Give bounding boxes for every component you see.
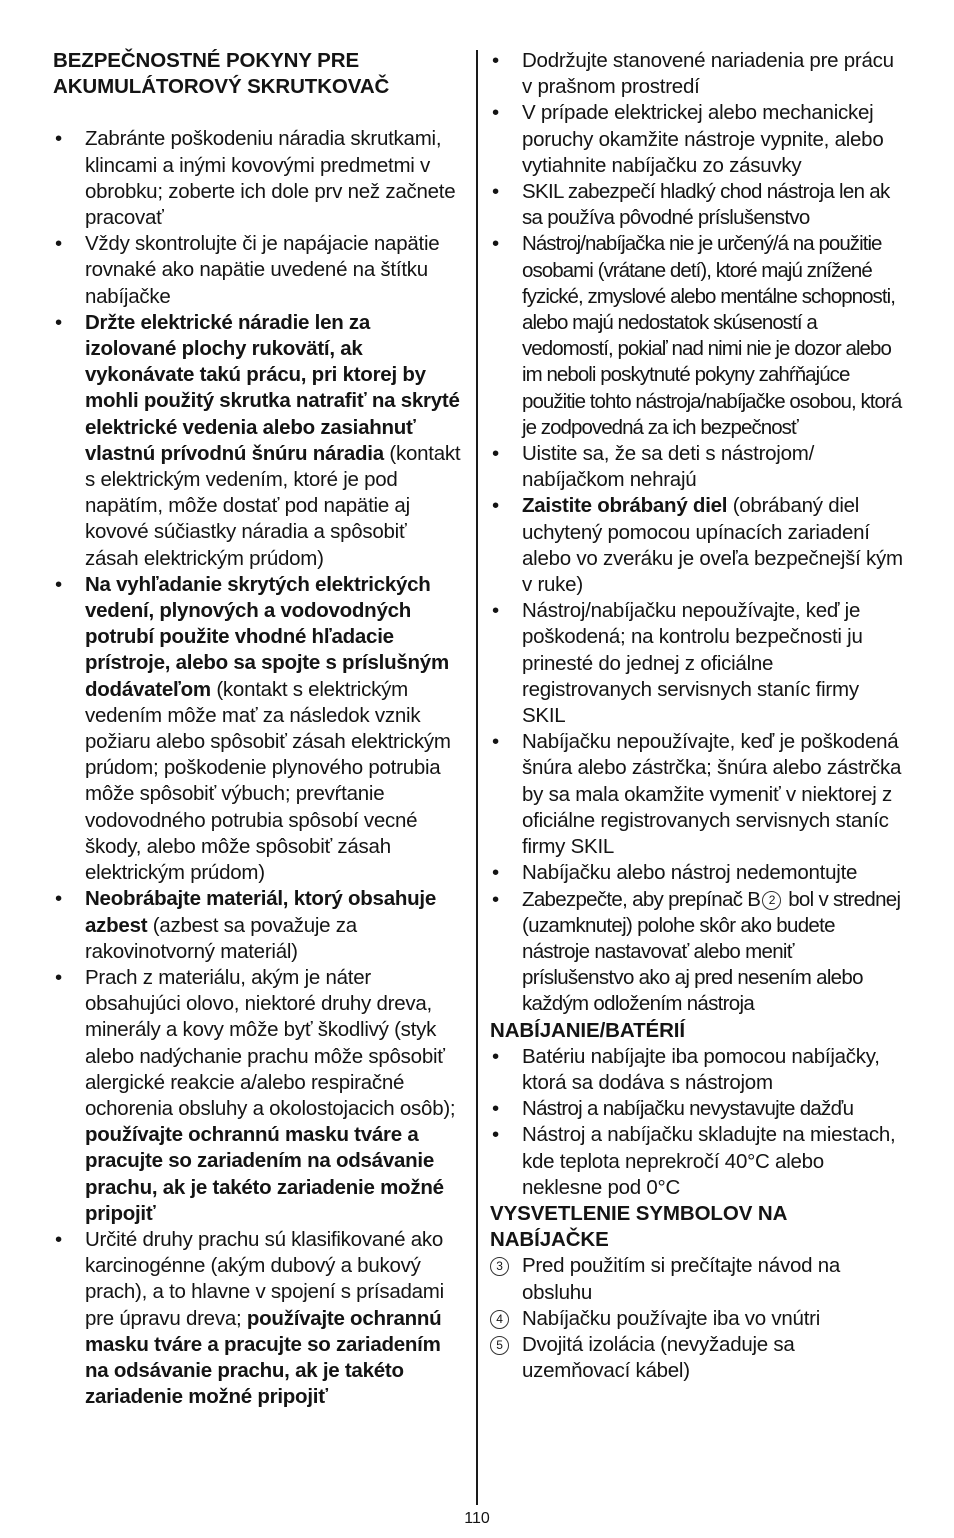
bullet: •	[492, 1123, 499, 1147]
section-heading-symbols: VYSVETLENIE SYMBOLOV NA NABÍJAČKE	[490, 1201, 787, 1252]
bullet: •	[492, 442, 499, 466]
bullet: •	[492, 887, 499, 911]
list-item: • Nástroj/nabíjačku nepoužívajte, keď je poškodená; na kontrolu bezpečnosti ju prinesté do jednej z oficiálne registrovanych servisnych staníc firmy SKIL	[492, 599, 863, 728]
bullet: •	[492, 49, 499, 72]
list-item: • Vždy skontrolujte či je napájacie napätie rovnaké ako napätie uvedené na štítku nabíjačke	[55, 232, 440, 308]
safety-list-left	[53, 126, 465, 1410]
list-item: • Zabránte poškodeniu náradia skrutkami, klincami a inými kovovými predmetmi v obrobku; zoberte ich dole prv než začnete pracovať	[55, 127, 456, 230]
list-item: 3 Pred použitím si prečítajte návod na obsluhu	[490, 1253, 905, 1305]
section-heading-charging: NABÍJANIE/BATÉRIÍ	[490, 1018, 685, 1042]
list-item: • Dodržujte stanovené nariadenia pre prácu v prašnom prostredí	[492, 49, 894, 99]
list-item: • Nabíjačku alebo nástroj nedemontujte	[490, 860, 905, 886]
list-item: • Uistite sa, že sa deti s nástrojom/ nabíjačkom nehrajú	[492, 442, 815, 492]
bullet: •	[55, 232, 62, 256]
list-item: • Nabíjačku nepoužívajte, keď je poškodená šnúra alebo zástrčka; šnúra alebo zástrčka by sa mala okamžite vymeniť v niektorej z oficiálne registrovanych servisnych staníc firmy SKIL	[492, 730, 902, 859]
list-item: • Zabezpečte, aby prepínač B 2 bol v strednej (uzamknutej) polohe skôr ako budete nástroje nastavovať alebo meniť príslušenstvo ako aj pred nesením alebo každým odložením nástroja	[492, 887, 901, 1016]
section-heading-safety: BEZPEČNOSTNÉ POKYNY PRE AKUMULÁTOROVÝ SKRUTKOVAČ	[53, 49, 390, 99]
bullet: •	[492, 730, 499, 754]
bullet: •	[492, 1044, 499, 1068]
charging-list	[490, 1044, 905, 1201]
bullet: •	[492, 599, 499, 623]
bullet: •	[55, 310, 62, 334]
left-column	[53, 48, 465, 1410]
column-divider	[476, 50, 478, 1505]
list-item: • V prípade elektrickej alebo mechanickej poruchy okamžite nástroje vypnite, alebo vytiahnite nabíjačku zo zásuvky	[492, 101, 884, 177]
symbols-list	[490, 1253, 905, 1384]
list-item: • Neobrábajte materiál, ktorý obsahuje azbest (azbest sa považuje za rakovinotvorný materiál)	[55, 887, 437, 963]
bullet: •	[55, 965, 62, 989]
page-number: 110	[464, 1510, 490, 1527]
number-circle: 3	[490, 1257, 509, 1276]
list-item: 4 Nabíjačku používajte iba vo vnútri	[490, 1306, 905, 1332]
list-item: 5 Dvojitá izolácia (nevyžaduje sa uzemňovací kábel)	[490, 1332, 905, 1384]
list-item: • Na vyhľadanie skrytých elektrických vedení, plynových a vodovodných potrubí použite vhodné hľadacie prístroje, alebo sa spojte s príslušným dodávateľom (kontakt s elektrickým vedením môže mať za následok vznik požiaru alebo spôsobiť zásah elektrickým prúdom; poškodenie plynového potrubia môže spôsobiť výbuch; prevŕtanie vodovodného potrubia spôsobí vecné škody, alebo môže spôsobiť zásah elektrickým prúdom)	[55, 572, 451, 885]
bullet: •	[492, 232, 499, 256]
list-item: • Nástroj a nabíjačku nevystavujte dažďu	[490, 1096, 905, 1122]
bullet: •	[492, 101, 499, 125]
list-item: • Určité druhy prachu sú klasifikované ako karcinogénne (akým dubový a bukový prach), a to hlavne v spojení s prísadami pre úpravu dreva; používajte ochrannú masku tváre a pracujte so zariadením na odsávanie prachu, ak je takéto zariadenie možné pripojiť	[55, 1227, 444, 1409]
bullet: •	[55, 127, 62, 151]
number-circle: 5	[490, 1336, 509, 1355]
list-item: • Držte elektrické náradie len za izolované plochy rukovätí, ak vykonávate takú prácu, pri ktorej by mohli použitý skrutka natrafiť na skryté elektrické vedenia alebo zasiahnuť vlastnú prívodnú šnúru náradia (kontakt s elektrickým vedením, ktoré je pod napätím, môže dostať pod napätie aj kovové súčiastky náradia a spôsobiť zásah elektrickým prúdom)	[55, 310, 461, 570]
figure-ref-circle: 2	[762, 891, 781, 910]
list-item: • SKIL zabezpečí hladký chod nástroja len ak sa používa pôvodné príslušenstvo	[492, 180, 890, 230]
list-item: • Prach z materiálu, akým je náter obsahujúci olovo, niektoré druhy dreva, minerály a kovy môže byť škodlivý (styk alebo nadýchanie prachu môže spôsobiť alergické reakcie a/alebo respiračné ochorenia obsluhy a okolostojacich osôb); používajte ochrannú masku tváre a pracujte so zariadením na odsávanie prachu, ak je takéto zariadenie možné pripojiť	[55, 965, 456, 1225]
list-item: • Zaistite obrábaný diel (obrábaný diel uchytený pomocou upínacích zariadení alebo vo zveráku je oveľa bezpečnejší kým v ruke)	[492, 494, 903, 597]
bullet: •	[55, 1227, 62, 1251]
list-item: • Batériu nabíjajte iba pomocou nabíjačky, ktorá sa dodáva s nástrojom	[492, 1044, 880, 1094]
bullet: •	[492, 494, 499, 518]
number-circle: 4	[490, 1310, 509, 1329]
bullet: •	[492, 861, 499, 885]
right-column	[490, 48, 905, 1384]
bullet: •	[492, 180, 499, 204]
list-item: • Nástroj/nabíjačka nie je určený/á na použitie osobami (vrátane detí), ktoré majú znížené fyzické, zmyslové alebo mentálne schopnosti, alebo majú nedostatok skúseností a vedomostí, pokiaľ nad nimi nie je dozor alebo im neboli poskytnuté pokyny zahŕňajúce použitie tohto nástroja/nabíjačke osobou, ktorá je zodpovedná za ich bezpečnosť	[492, 232, 902, 439]
bullet: •	[55, 572, 62, 596]
bullet: •	[55, 887, 62, 911]
bullet: •	[492, 1097, 499, 1121]
list-item: • Nástroj a nabíjačku skladujte na miestach, kde teplota neprekročí 40°C alebo neklesne pod 0°C	[492, 1123, 896, 1199]
safety-list-right	[490, 48, 905, 1018]
